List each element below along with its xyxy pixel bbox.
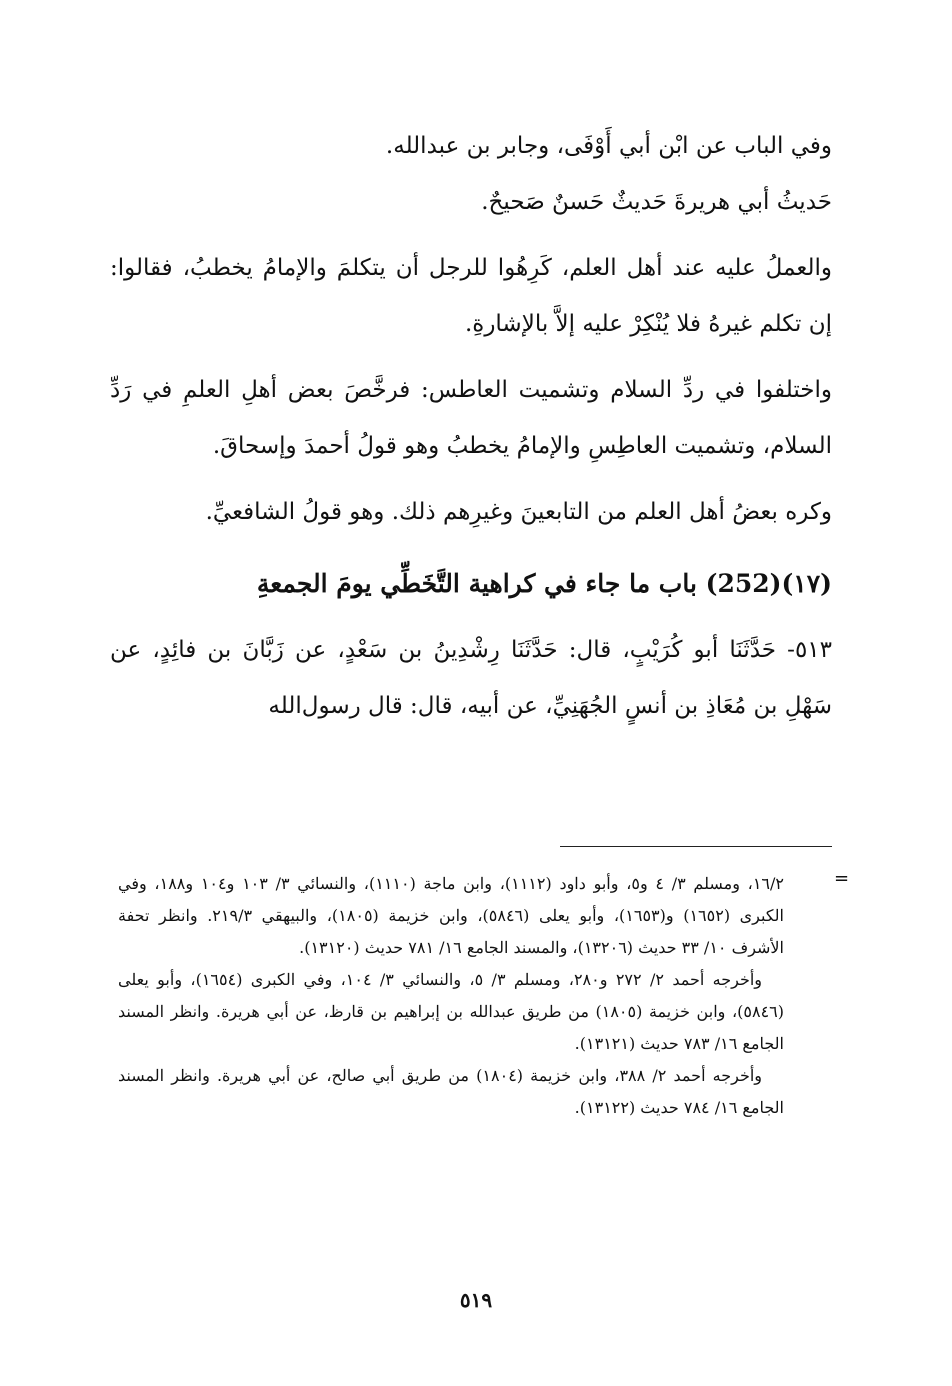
paragraph-3: والعملُ عليه عند أهل العلم، كَرِهُوا للرجل أن يتكلمَ والإمامُ يخطبُ، فقالوا: إن تكلم غيرهُ فلا يُنْكِرْ عليه إلاَّ بالإشارةِ. bbox=[110, 255, 832, 337]
paragraph-2: حَديثُ أبي هريرةَ حَديثٌ حَسنٌ صَحيحٌ. bbox=[481, 189, 832, 215]
footnote-continuation-mark: = bbox=[834, 868, 850, 889]
chapter-heading: (١٧)(252) باب ما جاء في كراهية التَّخَطِّي يومَ الجمعةِ bbox=[256, 569, 832, 598]
paragraph-4: واختلفوا في ردِّ السلام وتشميت العاطس: فرخَّصَ بعض أهلِ العلمِ في رَدِّ السلام، وتشميت العاطِسِ والإمامُ يخطبُ وهو قولُ أحمدَ وإسحاقَ. bbox=[110, 377, 832, 459]
footnote-2: وأخرجه أحمد ٢/ ٢٧٢ و٢٨٠، ومسلم ٣/ ٥، والنسائي ٣/ ١٠٤، وفي الكبرى (١٦٥٤)، وأبو يعلى (٥٨٤٦)، وابن خزيمة (١٨٠٥) من طريق عبدالله بن إبراهيم بن قارظ، عن أبي هريرة. وانظر المسند الجامع ١٦/ ٧٨٣ حديث (١٣١٢١). bbox=[118, 970, 784, 1053]
paragraph-1: وفي الباب عن ابْن أبي أَوْفَى، وجابر بن عبدالله. bbox=[385, 133, 832, 159]
paragraph-5: وكره بعضُ أهل العلم من التابعينَ وغيرِهم ذلك. وهو قولُ الشافعيِّ. bbox=[205, 499, 832, 525]
footnote-1: ١٦/٢، ومسلم ٣/ ٤ و٥، وأبو داود (١١١٢)، وابن ماجة (١١١٠)، والنسائي ٣/ ١٠٣ و١٠٤ و١٨٨، وفي الكبرى (١٦٥٢) و(١٦٥٣)، وأبو يعلى (٥٨٤٦)، وابن خزيمة (١٨٠٥)، والبيهقي ٢١٩/٣. وانظر تحفة الأشرف ١٠/ ٣٣ حديث (١٣٢٠٦)، والمسند الجامع ١٦/ ٧٨١ حديث (١٣١٢٠). bbox=[118, 874, 784, 957]
page-number: ٥١٩ bbox=[459, 1288, 493, 1312]
footnote-separator bbox=[560, 846, 832, 847]
main-text bbox=[110, 118, 832, 734]
hadith-513: ٥١٣- حَدَّثَنَا أبو كُرَيْبٍ، قال: حَدَّثَنَا رِشْدِينُ بن سَعْدٍ، عن زَبَّانَ بن فائِدٍ، عن سَهْلِ بن مُعَاذِ بن أنسٍ الجُهَنِيِّ، عن أبيه، قال: قال رسول‌الله bbox=[110, 637, 832, 719]
footnotes bbox=[118, 868, 784, 1124]
footnote-3: وأخرجه أحمد ٢/ ٣٨٨، وابن خزيمة (١٨٠٤) من طريق أبي صالح، عن أبي هريرة. وانظر المسند الجامع ١٦/ ٧٨٤ حديث (١٣١٢٢). bbox=[118, 1066, 784, 1117]
